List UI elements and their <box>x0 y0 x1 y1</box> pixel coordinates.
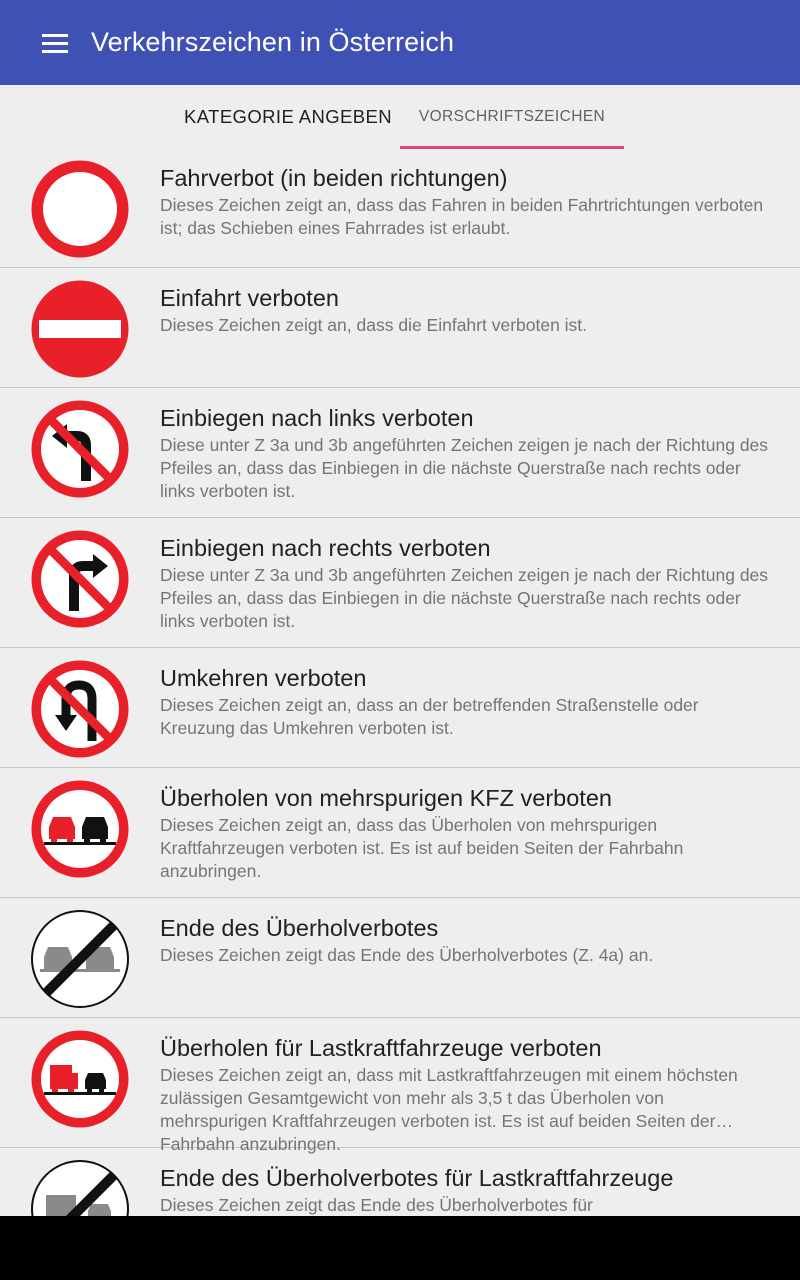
item-title: Ende des Überholverbotes für Lastkraftfahrzeuge <box>160 1165 674 1191</box>
item-title: Überholen von mehrspurigen KFZ verboten <box>160 785 612 811</box>
no-entry-sign-icon <box>30 279 130 379</box>
tab-vorschriftszeichen[interactable]: VORSCHRIFTSZEICHEN <box>418 108 606 125</box>
list-item[interactable] <box>0 388 800 518</box>
no-overtaking-trucks-sign-icon <box>30 1029 130 1129</box>
menu-icon <box>42 33 68 53</box>
app-title: Verkehrszeichen in Österreich <box>91 27 455 57</box>
app-bar <box>0 0 800 85</box>
list-item[interactable] <box>0 518 800 648</box>
item-title: Ende des Überholverbotes <box>160 915 439 941</box>
no-vehicles-sign-icon <box>30 159 130 259</box>
item-description: Dieses Zeichen zeigt an, dass das Fahren in beiden Fahrtrichtungen verboten ist; das Schieben eines Fahrrades ist erlaubt. <box>160 195 764 238</box>
list-item[interactable] <box>0 898 800 1018</box>
sign-list[interactable] <box>0 149 800 1216</box>
item-description: Dieses Zeichen zeigt das Ende des Überholverbotes für <box>160 1195 593 1215</box>
end-no-overtaking-sign-icon <box>30 909 130 1009</box>
list-item[interactable] <box>0 149 800 268</box>
list-item[interactable] <box>0 768 800 898</box>
item-description: Diese unter Z 3a und 3b angeführten Zeichen zeigen je nach der Richtung des Pfeiles an, dass das Einbiegen in die nächste Querstraße nach rechts oder links verboten ist. <box>160 565 769 631</box>
item-description: Dieses Zeichen zeigt an, dass an der betreffenden Straßenstelle oder Kreuzung das Umkehren verboten ist. <box>160 695 699 738</box>
item-title: Einfahrt verboten <box>160 285 339 311</box>
tab-kategorie-angeben[interactable]: KATEGORIE ANGEBEN <box>184 106 392 127</box>
no-u-turn-sign-icon <box>30 659 130 759</box>
item-title: Überholen für Lastkraftfahrzeuge verboten <box>160 1035 602 1061</box>
menu-button[interactable] <box>0 0 90 85</box>
item-description: Dieses Zeichen zeigt an, dass mit Lastkraftfahrzeugen mit einem höchsten zulässigen Gesamtgewicht von mehr als 3,5 t das Überholen von mehrspurigen Kraftfahrzeugen verboten ist. Es ist auf beiden Seiten der Fahrbahn anzubringen. <box>160 1065 738 1154</box>
list-item[interactable] <box>0 648 800 768</box>
item-description: Dieses Zeichen zeigt an, dass die Einfahrt verboten ist. <box>160 315 588 335</box>
item-description: Dieses Zeichen zeigt an, dass das Überholen von mehrspurigen Kraftfahrzeugen verboten ist. Es ist auf beiden Seiten der Fahrbahn anzubringen. <box>160 815 684 881</box>
no-right-turn-sign-icon <box>30 529 130 629</box>
no-left-turn-sign-icon <box>30 399 130 499</box>
item-title: Fahrverbot (in beiden richtungen) <box>160 165 508 191</box>
system-navigation-bar <box>0 1216 800 1280</box>
item-title: Umkehren verboten <box>160 665 367 691</box>
item-description: Dieses Zeichen zeigt das Ende des Überholverbotes (Z. 4a) an. <box>160 945 654 965</box>
item-description: Diese unter Z 3a und 3b angeführten Zeichen zeigen je nach der Richtung des Pfeiles an, dass das Einbiegen in die nächste Querstraße nach rechts oder links verboten ist. <box>160 435 769 501</box>
item-title: Einbiegen nach links verboten <box>160 405 474 431</box>
tab-bar <box>0 85 800 149</box>
item-title: Einbiegen nach rechts verboten <box>160 535 491 561</box>
list-item[interactable] <box>0 1018 800 1154</box>
list-item[interactable] <box>0 268 800 388</box>
no-overtaking-sign-icon <box>30 779 130 879</box>
